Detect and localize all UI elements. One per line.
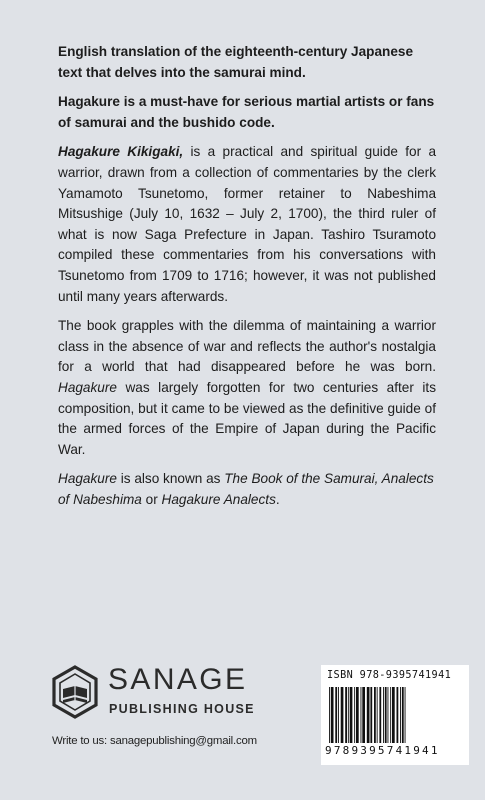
barcode-bar [397, 687, 399, 743]
alias-em2: The Book of the Samurai, Analects of Nabeshima [58, 471, 434, 507]
barcode-bar [348, 687, 349, 743]
barcode-bar [341, 687, 344, 743]
paragraph-history-b: was largely forgotten for two centuries after its composition, but it came to be viewed as the definitive guide of the armed forces of the Empire of Japan during the Pacific War. [58, 379, 436, 457]
intro-line-2: Hagakure is a must-have for serious martial artists or fans of samurai and the bushido code. [58, 94, 435, 130]
barcode-bar [331, 687, 334, 743]
barcode-bar [370, 687, 372, 743]
barcode-bar [335, 687, 337, 743]
alias-em3: Hagakure Analects [161, 491, 276, 507]
barcode-bar [388, 687, 389, 743]
barcode-bar [354, 687, 355, 743]
paragraph-aliases [58, 469, 436, 510]
barcode-bar [338, 687, 339, 743]
intro-line-1: English translation of the eighteenth-century Japanese text that delves into the samurai mind. [58, 44, 414, 80]
barcode-bar [329, 687, 330, 743]
barcode-bar [361, 687, 362, 743]
barcode-bars [327, 687, 465, 749]
barcode-bar [383, 687, 384, 743]
back-cover-text [58, 42, 436, 519]
barcode-bar [374, 687, 376, 743]
publisher-logo [52, 663, 272, 723]
paragraph-history [58, 316, 436, 460]
barcode-bar [402, 687, 404, 743]
barcode-bar [405, 687, 406, 743]
alias-a: is also known as [116, 471, 225, 487]
barcode-bar [345, 687, 347, 743]
publisher-name: SANAGE [108, 663, 248, 696]
barcode-bar [356, 687, 359, 743]
paragraph-description [58, 142, 436, 307]
barcode-bar [379, 687, 381, 743]
isbn-text: ISBN 978-9395741941 [327, 670, 452, 681]
contact-line: Write to us: sanagepublishing@gmail.com [52, 735, 257, 747]
paragraph-description-text: is a practical and spiritual guide for a warrior, drawn from a collection of commentaries by the clerk Yamamoto Tsunetomo, former retainer to Nabeshima Mitsushige (July 10, 1632 – July 2, 1700), the third ruler of what is now Saga Prefecture in Japan. Tashiro Tsuramoto compiled these commentaries from his conversations with Tsunetomo from 1709 to 1716; however, it was not published until many years afterwards. [58, 144, 437, 304]
book-title: Hagakure Kikigaki, [58, 144, 184, 160]
paragraph-history-em: Hagakure [58, 379, 117, 395]
barcode-digits: 9789395741941 [325, 744, 440, 757]
alias-c: . [275, 491, 280, 507]
alias-b: or [141, 491, 162, 507]
publisher-subtitle: PUBLISHING HOUSE [109, 702, 255, 716]
barcode-bar [350, 687, 353, 743]
barcode-bar [385, 687, 387, 743]
barcode-bar [400, 687, 401, 743]
barcode-bar [362, 687, 365, 743]
barcode [321, 665, 469, 765]
paragraph-history-a: The book grapples with the dilemma of maintaining a warrior class in the absence of war and reflects the author's nostalgia for a world that had disappeared before he was born. [58, 318, 436, 375]
barcode-bar [377, 687, 378, 743]
alias-em1: Hagakure [58, 471, 117, 487]
barcode-bar [367, 687, 370, 743]
book-hexagon-icon [52, 665, 98, 719]
barcode-bar [390, 687, 391, 743]
barcode-bar [392, 687, 395, 743]
